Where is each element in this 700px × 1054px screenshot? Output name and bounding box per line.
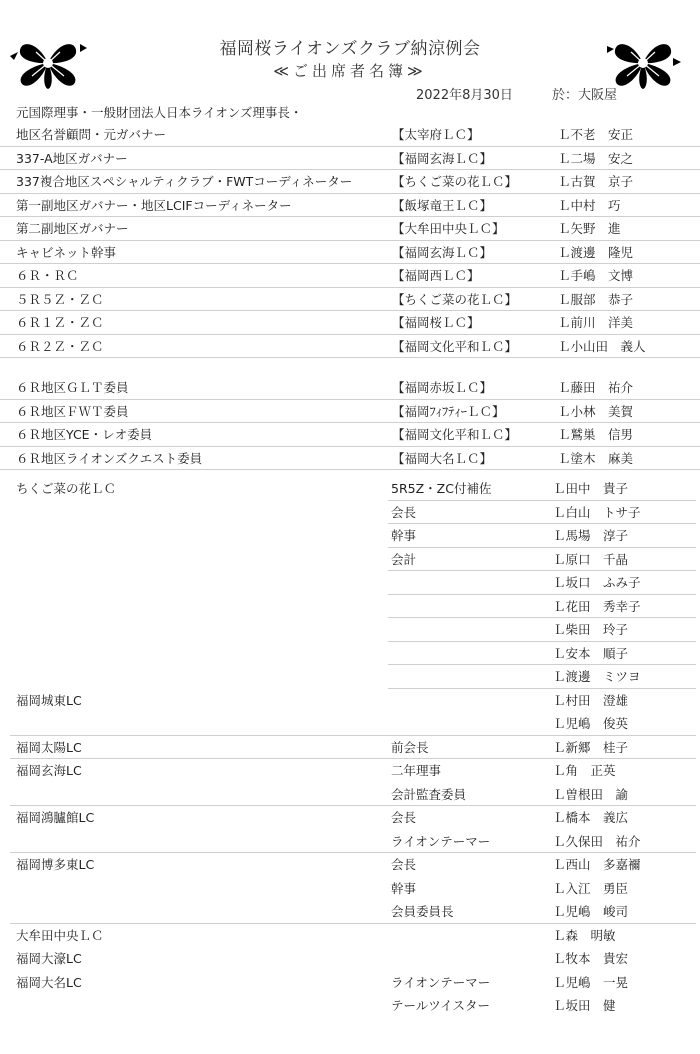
attendee-position: 会長 <box>391 504 417 520</box>
attendee-position: 幹事 <box>391 528 417 543</box>
attendee-name: Ｌ新郷 桂子 <box>553 739 629 755</box>
official-row <box>0 264 700 288</box>
official-name: Ｌ中村 巧 <box>558 197 621 213</box>
page-title: 福岡桜ライオンズクラブ納涼例会 <box>219 39 481 59</box>
attendee-position: 前会長 <box>391 739 429 755</box>
official-row <box>0 170 700 194</box>
official-row <box>0 147 700 171</box>
official-role: 地区名誉顧問・元ガバナー <box>16 127 167 143</box>
attendee-row <box>0 477 700 501</box>
official-club: 【福岡ﾌｨﾌﾃｨｰＬＣ】 <box>392 403 505 419</box>
attendee-row <box>0 712 700 736</box>
attendee-position: 会員委員長 <box>391 904 454 919</box>
attendee-club: 福岡太陽LC <box>16 739 82 755</box>
cherry-blossom-icon <box>603 36 683 90</box>
official-row <box>0 241 700 265</box>
club-attendees-table <box>0 477 700 1018</box>
attendee-name: Ｌ久保田 祐介 <box>553 833 641 849</box>
attendee-row <box>0 642 700 666</box>
attendee-position: 会計 <box>391 551 417 567</box>
official-row <box>0 288 700 312</box>
attendee-name: Ｌ森 明敏 <box>553 927 616 943</box>
attendee-name: Ｌ原口 千晶 <box>553 551 629 567</box>
official-club: 【福岡文化平和ＬＣ】 <box>392 427 518 443</box>
attendee-club: 福岡大濠LC <box>16 951 82 966</box>
officials-rows <box>0 123 700 358</box>
attendee-row <box>0 689 700 713</box>
official-club: 【ちくご菜の花ＬＣ】 <box>392 174 518 190</box>
event-date: 2022年8月30日 <box>416 88 513 103</box>
attendee-row <box>0 853 700 877</box>
attendee-name: Ｌ村田 澄雄 <box>553 692 629 708</box>
attendee-row <box>0 806 700 830</box>
attendee-row <box>0 736 700 760</box>
official-role: ５Ｒ５Ｚ・ＺＣ <box>16 291 104 307</box>
attendee-row <box>0 618 700 642</box>
official-club: 【福岡玄海ＬＣ】 <box>392 150 493 166</box>
official-role: 第二副地区ガバナー <box>16 221 129 237</box>
official-name: Ｌ藤田 祐介 <box>558 380 634 396</box>
attendee-row <box>0 947 700 971</box>
official-role: 337-A地区ガバナー <box>16 150 128 166</box>
attendee-name: Ｌ橋本 義広 <box>553 810 629 825</box>
attendee-row <box>0 501 700 525</box>
official-club: 【太宰府ＬＣ】 <box>392 127 480 143</box>
official-club: 【福岡赤坂ＬＣ】 <box>392 380 493 396</box>
official-name: Ｌ渡邊 隆児 <box>558 244 634 260</box>
attendee-position: 会計監査委員 <box>391 786 467 802</box>
attendee-club: ちくご菜の花ＬＣ <box>16 481 117 496</box>
attendee-position: ライオンテーマー <box>391 833 491 849</box>
attendee-name: Ｌ児嶋 一晃 <box>553 974 629 990</box>
attendee-row <box>0 924 700 948</box>
attendee-name: Ｌ白山 トサ子 <box>553 504 641 520</box>
attendee-row <box>0 595 700 619</box>
official-name: Ｌ服部 恭子 <box>558 291 634 307</box>
official-club: 【福岡西ＬＣ】 <box>392 268 480 284</box>
attendee-row <box>0 548 700 572</box>
section-gap <box>0 358 700 376</box>
attendee-row <box>0 900 700 924</box>
official-club: 【ちくご菜の花ＬＣ】 <box>392 291 518 307</box>
page-header <box>0 0 700 104</box>
official-name: Ｌ矢野 進 <box>558 221 621 237</box>
attendee-row <box>0 783 700 807</box>
attendee-row <box>0 665 700 689</box>
attendee-name: Ｌ曽根田 諭 <box>553 786 629 802</box>
official-name: Ｌ古賀 京子 <box>558 174 634 190</box>
official-name: Ｌ前川 洋美 <box>558 315 634 331</box>
attendee-row <box>0 759 700 783</box>
official-row <box>0 123 700 147</box>
attendee-name: Ｌ入江 勇臣 <box>553 880 629 896</box>
attendee-name: Ｌ角 正英 <box>553 763 616 778</box>
club-rows <box>0 477 700 1018</box>
page-subtitle: ≪ご出席者名簿≫ <box>273 62 427 80</box>
attendee-row <box>0 524 700 548</box>
attendee-name: Ｌ安本 順子 <box>553 645 629 661</box>
attendee-row <box>0 994 700 1018</box>
official-role: ６Ｒ１Ｚ・ＺＣ <box>16 315 104 331</box>
attendee-position: 5R5Z・ZC付補佐 <box>391 481 492 496</box>
attendee-row <box>0 830 700 854</box>
attendee-position: テールツイスター <box>391 998 491 1013</box>
official-role: ６Ｒ・ＲＣ <box>16 268 79 284</box>
attendee-name: Ｌ花田 秀幸子 <box>553 598 641 614</box>
attendee-club: 福岡博多東LC <box>16 857 95 872</box>
official-club: 【大牟田中央ＬＣ】 <box>392 221 505 237</box>
official-row <box>0 335 700 359</box>
official-row <box>0 376 700 400</box>
official-name: Ｌ小山田 義人 <box>558 338 646 354</box>
official-name: Ｌ不老 安正 <box>558 127 634 143</box>
official-row <box>0 447 700 471</box>
attendee-row <box>0 971 700 995</box>
official-row <box>0 217 700 241</box>
attendee-name: Ｌ児嶋 俊英 <box>553 716 629 731</box>
official-role: 337複合地区スペシャルティクラブ・FWTコーディネーター <box>16 174 353 190</box>
official-role: 第一副地区ガバナー・地区LCIFコーディネーター <box>16 197 292 213</box>
official-club: 【福岡桜ＬＣ】 <box>392 315 480 331</box>
officials-pre-line: 元国際理事・一般財団法人日本ライオンズ理事長・ <box>16 105 303 120</box>
official-club: 【福岡大名ＬＣ】 <box>392 450 493 466</box>
attendee-position: 会長 <box>391 810 417 825</box>
attendee-position: 会長 <box>391 857 417 872</box>
official-role: ６Ｒ地区YCE・レオ委員 <box>16 427 153 443</box>
official-role: ６Ｒ地区ライオンズクエスト委員 <box>16 450 203 466</box>
attendee-club: 福岡城東LC <box>16 692 82 708</box>
official-row <box>0 423 700 447</box>
attendee-name: Ｌ児嶋 峻司 <box>553 904 629 919</box>
attendee-position: 二年理事 <box>391 763 442 778</box>
attendee-club: 福岡大名LC <box>16 974 82 990</box>
official-role: ６Ｒ地区ＦＷＴ委員 <box>16 403 129 419</box>
attendee-name: Ｌ坂田 健 <box>553 998 616 1013</box>
official-role: キャビネット幹事 <box>16 244 117 260</box>
officials-table <box>0 103 700 470</box>
official-name: Ｌ二場 安之 <box>558 150 634 166</box>
attendee-name: Ｌ柴田 玲子 <box>553 622 629 637</box>
attendee-position: ライオンテーマー <box>391 974 491 990</box>
official-row <box>0 194 700 218</box>
attendee-club: 福岡玄海LC <box>16 763 82 778</box>
attendee-name: Ｌ西山 多嘉禰 <box>553 857 641 872</box>
attendee-club: 福岡鴻臚館LC <box>16 810 95 825</box>
attendee-position: 幹事 <box>391 880 417 896</box>
official-club: 【飯塚竜王ＬＣ】 <box>392 197 493 213</box>
event-venue: 於：大阪屋 <box>552 88 618 103</box>
attendee-row <box>0 877 700 901</box>
official-role: ６Ｒ２Ｚ・ＺＣ <box>16 338 104 354</box>
attendee-name: Ｌ渡邊 ミツヨ <box>553 669 641 684</box>
official-row <box>0 311 700 335</box>
official-role: ６Ｒ地区ＧＬＴ委員 <box>16 380 129 396</box>
official-club: 【福岡文化平和ＬＣ】 <box>392 338 518 354</box>
official-row <box>0 400 700 424</box>
attendee-name: Ｌ牧本 貴宏 <box>553 951 629 966</box>
attendee-name: Ｌ坂口 ふみ子 <box>553 575 641 590</box>
attendee-name: Ｌ馬場 淳子 <box>553 528 629 543</box>
attendee-name: Ｌ田中 貴子 <box>553 481 629 496</box>
attendee-row <box>0 571 700 595</box>
official-club: 【福岡玄海ＬＣ】 <box>392 244 493 260</box>
committee-rows <box>0 376 700 470</box>
official-name: Ｌ小林 美賀 <box>558 403 634 419</box>
official-name: Ｌ塗木 麻美 <box>558 450 634 466</box>
official-name: Ｌ手嶋 文博 <box>558 268 634 284</box>
attendee-club: 大牟田中央ＬＣ <box>16 927 104 943</box>
official-name: Ｌ鷲巣 信男 <box>558 427 634 443</box>
